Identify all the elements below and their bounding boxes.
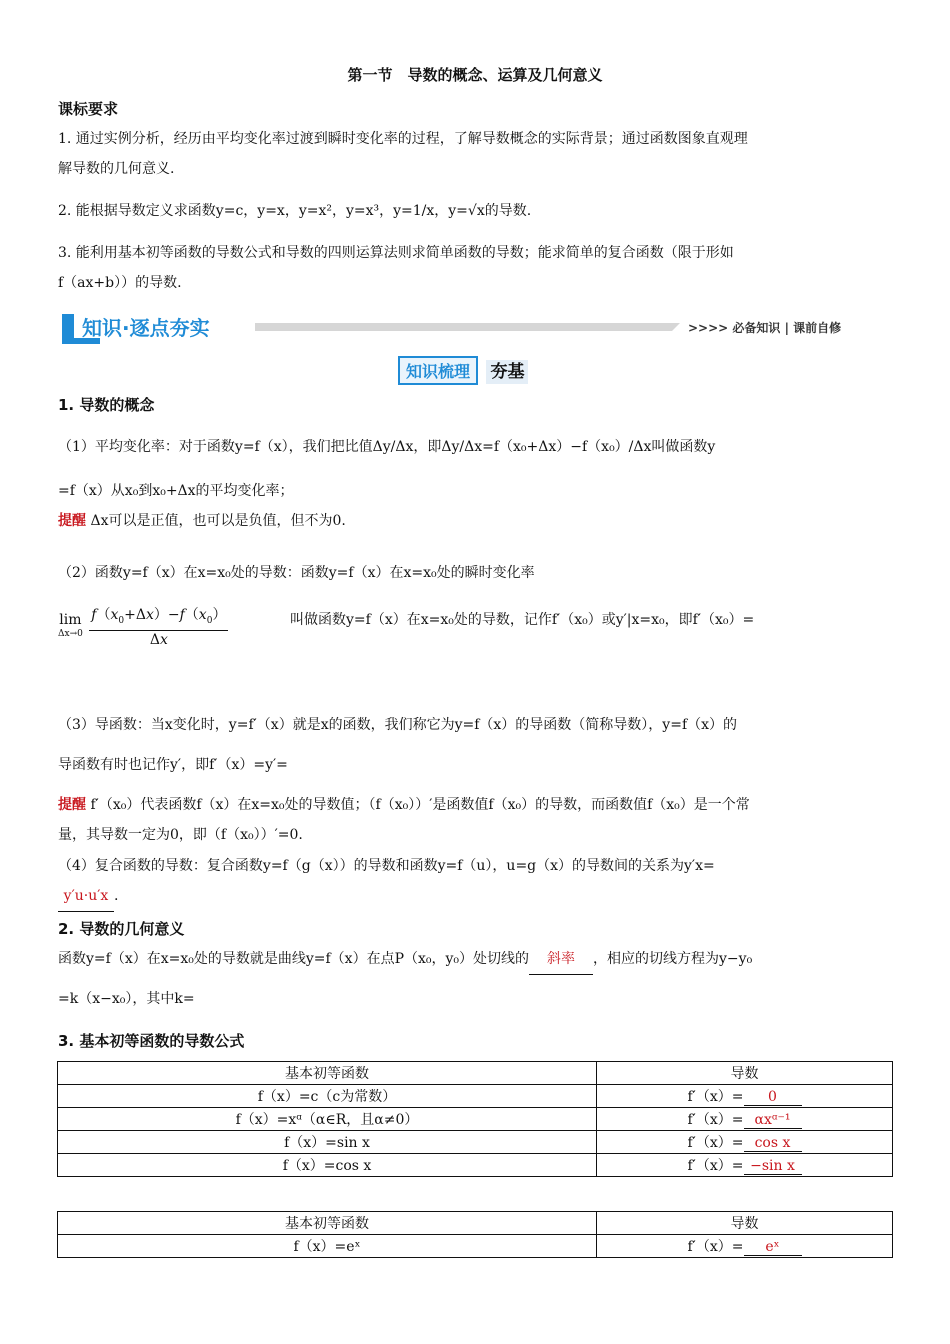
tip1 [58, 506, 898, 536]
section1-p2: （2）函数y=f（x）在x=x₀处的导数：函数y=f（x）在x=x₀处的瞬时变化率 [58, 565, 535, 581]
section1-p2-cont: 叫做函数y=f（x）在x=x₀处的导数，记作f′（x₀）或y′|x=x₀，即f′（x₀）= [290, 612, 755, 628]
standard-item-2: 2. 能根据导数定义求函数y=c，y=x，y=x²，y=x³，y=1/x，y=√x的导数. [58, 203, 532, 219]
sub-banner-boxed: 知识梳理 [398, 356, 478, 385]
difference-quotient: $\frac{f(x_0+\Delta x)-f(x_0)}{\Delta x}$ [91, 607, 227, 648]
section1-heading: 1. 导数的概念 [58, 396, 155, 414]
table-cell-answer: −sin x [744, 1158, 802, 1175]
table-header-cell: 导数 [597, 1212, 893, 1235]
table-cell-prefix: f′（x）= [687, 1239, 744, 1255]
table-cell [597, 1131, 893, 1154]
table-cell-prefix: f′（x）= [687, 1135, 744, 1151]
table-cell: f（x）=eˣ [58, 1235, 597, 1258]
section2-p2: =k（x−x₀），其中k= [58, 991, 195, 1007]
section2-p1 [58, 944, 898, 975]
banner-title: 知识·逐点夯实 [82, 316, 210, 340]
table-cell: f（x）=c（c为常数） [58, 1085, 597, 1108]
section1-p1: （1）平均变化率：对于函数y=f（x），我们把比值Δy/Δx，即Δy/Δx=f（x₀+Δx）−f（x₀）/Δx叫做函数y [58, 439, 716, 455]
limit-operator: lim Δx→0 [58, 612, 83, 640]
table-cell-prefix: f′（x）= [687, 1158, 744, 1174]
table-row [58, 1154, 893, 1177]
sub-banner-plain: 夯基 [486, 360, 528, 384]
tip2-label: 提醒 [58, 797, 86, 813]
table-cell-answer: αxᵅ⁻¹ [744, 1112, 802, 1129]
table-header-cell: 基本初等函数 [58, 1062, 597, 1085]
standard-item-3: 3. 能利用基本初等函数的导数公式和导数的四则运算法则求简单函数的导数；能求简单的复合函数（限于形如 [58, 245, 734, 261]
tip2-cont: 量，其导数一定为0，即（f（x₀））′=0. [58, 827, 303, 843]
section1-p1-cont: =f（x）从x₀到x₀+Δx的平均变化率； [58, 483, 294, 499]
composite-answer-line: y′u·u′x . [58, 881, 898, 912]
standards-heading: 课标要求 [58, 100, 119, 118]
standard-item-3-cont: f（ax+b））的导数. [58, 275, 182, 291]
table-row [58, 1085, 893, 1108]
table-cell: f（x）=xᵅ（α∈R，且α≠0） [58, 1108, 597, 1131]
table-cell-answer: eˣ [744, 1239, 802, 1256]
tip2 [58, 790, 898, 820]
section1-p4: （4）复合函数的导数：复合函数y=f（g（x））的导数和函数y=f（u），u=g（x）的导数间的关系为y′x= [58, 858, 715, 874]
table-row [58, 1131, 893, 1154]
derivative-table-2 [57, 1211, 893, 1258]
section1-p3-cont: 导函数有时也记作y′，即f′（x）=y′= [58, 757, 288, 773]
table-header-cell: 基本初等函数 [58, 1212, 597, 1235]
table-row [58, 1108, 893, 1131]
table-cell [597, 1154, 893, 1177]
section2-p1-text: 函数y=f（x）在x=x₀处的导数就是曲线y=f（x）在点P（x₀，y₀）处切线的 [58, 951, 530, 967]
section1-p3: （3）导函数：当x变化时，y=f′（x）就是x的函数，我们称它为y=f（x）的导函数（简称导数），y=f（x）的 [58, 717, 738, 733]
table-header-cell: 导数 [597, 1062, 893, 1085]
table-cell-prefix: f′（x）= [687, 1112, 744, 1128]
section2-p1-tail: ，相应的切线方程为y−y₀ [593, 951, 753, 967]
tip1-text: Δx可以是正值，也可以是负值，但不为0. [90, 513, 346, 529]
standard-item-1: 1. 通过实例分析，经历由平均变化率过渡到瞬时变化率的过程，了解导数概念的实际背景；通过函数图象直观理 [58, 131, 748, 147]
tip1-label: 提醒 [58, 513, 86, 529]
table-cell: f（x）=sin x [58, 1131, 597, 1154]
section2-heading: 2. 导数的几何意义 [58, 920, 185, 938]
sub-banner [398, 356, 528, 384]
table-header [58, 1212, 893, 1235]
table-row [58, 1235, 893, 1258]
slope-answer: 斜率 [529, 944, 593, 975]
banner-right: >>>> 必备知识 | 课前自修 [688, 321, 842, 335]
knowledge-banner [60, 310, 890, 346]
limit-expression [58, 606, 230, 649]
page-title: 第一节 导数的概念、运算及几何意义 [347, 66, 603, 84]
table-header [58, 1062, 893, 1085]
table-cell-prefix: f′（x）= [687, 1089, 744, 1105]
table-cell-answer: cos x [744, 1135, 802, 1152]
table-cell [597, 1085, 893, 1108]
composite-answer: y′u·u′x [58, 881, 114, 912]
tip2-text: f′（x₀）代表函数f（x）在x=x₀处的导数值；（f（x₀））′是函数值f（x₀）的导数，而函数值f（x₀）是一个常 [90, 797, 750, 813]
derivative-table-1 [57, 1061, 893, 1177]
section3-heading: 3. 基本初等函数的导数公式 [58, 1032, 245, 1050]
standard-item-1-cont: 解导数的几何意义. [58, 161, 175, 177]
table-cell [597, 1235, 893, 1258]
table-cell: f（x）=cos x [58, 1154, 597, 1177]
table-cell-answer: 0 [744, 1089, 802, 1106]
table-cell [597, 1108, 893, 1131]
